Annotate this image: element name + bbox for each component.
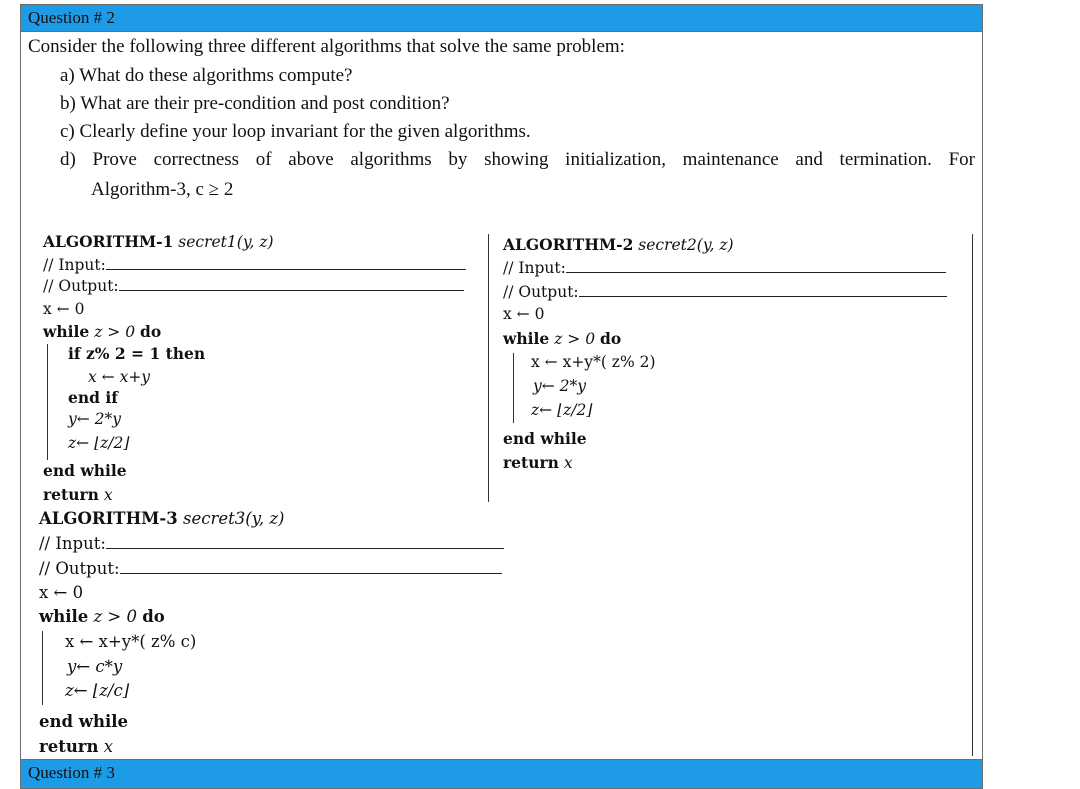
question-3-title: Question # 3 — [28, 763, 115, 782]
alg1-input-blank — [106, 256, 466, 270]
alg3-x-update: x ← x+y*( z% c) — [65, 632, 197, 651]
alg3-signature: secret3(y, z) — [183, 509, 285, 528]
alg3-name: ALGORITHM-3 — [39, 509, 178, 528]
question-2-title: Question # 2 — [28, 8, 115, 27]
alg2-while-condition: z > 0 — [554, 330, 596, 348]
alg1-z-update: z← ⌊z/2⌋ — [68, 434, 130, 452]
alg1-x-update: x ← x+y — [88, 368, 151, 386]
alg1-return-var: x — [103, 486, 113, 504]
alg3-init: x ← 0 — [39, 583, 84, 602]
alg1-return-keyword: return — [43, 485, 99, 504]
alg2-signature: secret2(y, z) — [638, 236, 734, 254]
alg3-input-label: // Input: — [39, 534, 106, 553]
question-a: a) What do these algorithms compute? — [60, 65, 353, 86]
alg2-while-keyword: while — [503, 329, 550, 348]
alg1-loop-bar — [47, 344, 48, 460]
alg2-output-blank — [579, 283, 947, 297]
alg3-loop-bar — [42, 631, 43, 705]
alg1-do-keyword: do — [140, 322, 162, 341]
alg3-return-keyword: return — [39, 737, 99, 756]
alg1-name: ALGORITHM-1 — [43, 232, 174, 251]
alg3-end-while: end while — [39, 712, 129, 731]
alg2-output-label: // Output: — [503, 283, 579, 301]
alg1-output-label: // Output: — [43, 277, 119, 295]
alg1-y-update: y← 2*y — [68, 410, 122, 428]
question-d-continuation: Algorithm-3, c ≥ 2 — [91, 179, 234, 200]
question-b: b) What are their pre-condition and post condition? — [60, 93, 450, 114]
question-d: d) Prove correctness of above algorithms by showing initialization, maintenance and termination. For — [60, 149, 975, 170]
alg3-output-blank — [120, 560, 502, 574]
alg3-z-update: z← ⌊z/c⌋ — [65, 681, 130, 700]
alg2-input-label: // Input: — [503, 259, 566, 277]
alg1-output-blank — [119, 277, 464, 291]
alg2-end-while: end while — [503, 429, 587, 448]
alg2-y-update: y← 2*y — [533, 377, 587, 395]
alg2-init: x ← 0 — [503, 305, 545, 323]
alg1-signature: secret1(y, z) — [178, 233, 274, 251]
alg2-do-keyword: do — [600, 329, 622, 348]
alg1-end-while: end while — [43, 461, 127, 480]
alg1-end-if: end if — [68, 388, 118, 407]
alg3-while-keyword: while — [39, 607, 89, 626]
alg1-input-label: // Input: — [43, 256, 106, 274]
alg2-loop-bar — [513, 353, 514, 423]
alg1-init: x ← 0 — [43, 300, 85, 318]
alg3-do-keyword: do — [142, 607, 165, 626]
alg2-right-rule — [972, 234, 973, 756]
alg2-x-update: x ← x+y*( z% 2) — [531, 353, 656, 371]
alg2-name: ALGORITHM-2 — [503, 235, 634, 254]
alg3-input-blank — [106, 535, 504, 549]
alg3-y-update: y← c*y — [67, 657, 123, 676]
question-3-header — [20, 759, 983, 789]
alg3-return-var: x — [103, 737, 114, 756]
alg2-return-keyword: return — [503, 453, 559, 472]
question-2-header — [20, 4, 983, 32]
alg2-input-blank — [566, 259, 946, 273]
alg2-left-rule — [488, 234, 489, 502]
alg3-output-label: // Output: — [39, 559, 120, 578]
alg1-if-line: if z% 2 = 1 then — [68, 344, 206, 363]
alg2-return-var: x — [563, 454, 573, 472]
alg3-while-condition: z > 0 — [93, 607, 137, 626]
alg1-while-condition: z > 0 — [94, 323, 136, 341]
alg1-while-keyword: while — [43, 322, 90, 341]
intro-text: Consider the following three different algorithms that solve the same problem: — [28, 36, 625, 57]
question-c: c) Clearly define your loop invariant for the given algorithms. — [60, 121, 531, 142]
alg2-z-update: z← ⌊z/2⌋ — [531, 401, 593, 419]
